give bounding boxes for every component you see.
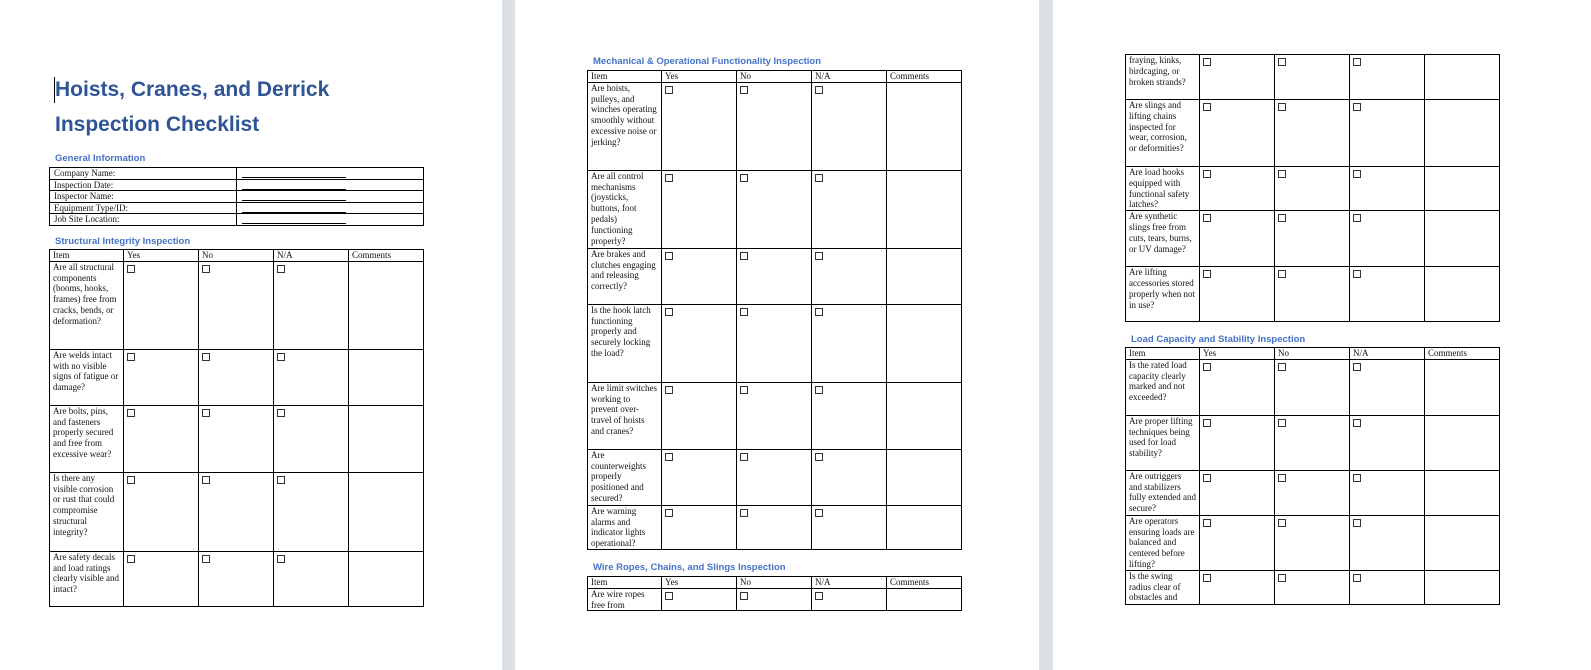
- checklist-item-text: Are counterweights properly positioned and secured?: [588, 449, 662, 505]
- checkbox-yes[interactable]: [1203, 270, 1211, 278]
- checkbox-cell-na[interactable]: [812, 449, 887, 505]
- checkbox-yes[interactable]: [665, 453, 673, 461]
- column-header-item: Item: [588, 71, 662, 83]
- checklist-row: [1126, 55, 1500, 100]
- checklist-item-text: Are warning alarms and indicator lights operational?: [588, 505, 662, 549]
- checkbox-cell-no[interactable]: [1275, 167, 1350, 211]
- column-header-comments: Comments: [887, 577, 962, 589]
- column-header-comments: Comments: [349, 250, 424, 262]
- column-header-no: No: [1275, 348, 1350, 360]
- general-info-row: [50, 168, 424, 180]
- comments-cell[interactable]: [1425, 415, 1500, 470]
- general-info-label[interactable]: Job Site Location:: [50, 214, 237, 226]
- checkbox-cell-yes[interactable]: [662, 248, 737, 304]
- checklist-row: [50, 349, 424, 405]
- comments-cell[interactable]: [1425, 167, 1500, 211]
- checkbox-cell-na[interactable]: [1350, 167, 1425, 211]
- checklist-item-text: Are proper lifting techniques being used for load stability?: [1126, 415, 1200, 470]
- checklist-item-text: Are load hooks equipped with functional safety latches?: [1126, 167, 1200, 211]
- checkbox-cell-yes[interactable]: [1200, 570, 1275, 604]
- checklist-row: [588, 505, 962, 549]
- checkbox-cell-no[interactable]: [1275, 267, 1350, 322]
- checkbox-na[interactable]: [277, 409, 285, 417]
- checklist-item-text: Are welds intact with no visible signs of fatigue or damage?: [50, 349, 124, 405]
- checkbox-yes[interactable]: [127, 409, 135, 417]
- checkbox-cell-no[interactable]: [199, 551, 274, 606]
- comments-cell[interactable]: [349, 551, 424, 606]
- load-capacity-heading[interactable]: Load Capacity and Stability Inspection: [1131, 334, 1306, 345]
- checkbox-cell-na[interactable]: [1350, 359, 1425, 415]
- checkbox-na[interactable]: [815, 386, 823, 394]
- checklist-item-text: Are limit switches working to prevent over-travel of hoists and cranes?: [588, 382, 662, 449]
- general-info-blank-line[interactable]: [242, 214, 346, 224]
- checklist-item-text: Are hoists, pulleys, and winches operating smoothly without excessive noise or jerking?: [588, 82, 662, 170]
- checkbox-na[interactable]: [1353, 419, 1361, 427]
- checklist-row: [588, 248, 962, 304]
- checkbox-cell-na[interactable]: [1350, 415, 1425, 470]
- checkbox-yes[interactable]: [665, 308, 673, 316]
- checkbox-na[interactable]: [277, 265, 285, 273]
- general-info-value-cell[interactable]: [237, 202, 424, 214]
- column-header-item: Item: [50, 250, 124, 262]
- wire-ropes-table-continued: [1125, 54, 1500, 322]
- document-page-1: [0, 0, 502, 670]
- table-header-row: [588, 71, 962, 83]
- checkbox-yes[interactable]: [127, 555, 135, 563]
- general-info-label[interactable]: Inspection Date:: [50, 179, 237, 191]
- checkbox-yes[interactable]: [1203, 574, 1211, 582]
- comments-cell[interactable]: [887, 588, 962, 611]
- checkbox-cell-na[interactable]: [812, 505, 887, 549]
- document-title-line-1[interactable]: Hoists, Cranes, and Derrick: [55, 78, 330, 101]
- checkbox-cell-yes[interactable]: [1200, 515, 1275, 570]
- mechanical-functionality-heading[interactable]: Mechanical & Operational Functionality Inspection: [593, 56, 822, 67]
- checkbox-na[interactable]: [815, 86, 823, 94]
- checklist-row: [588, 82, 962, 170]
- checklist-row: [50, 261, 424, 349]
- checkbox-no[interactable]: [202, 265, 210, 273]
- checkbox-cell-yes[interactable]: [1200, 211, 1275, 267]
- checkbox-cell-na[interactable]: [1350, 570, 1425, 604]
- checkbox-yes[interactable]: [665, 174, 673, 182]
- checkbox-na[interactable]: [1353, 103, 1361, 111]
- checklist-item-text: Is the rated load capacity clearly marked and not exceeded?: [1126, 359, 1200, 415]
- checkbox-cell-no[interactable]: [737, 588, 812, 611]
- checkbox-no[interactable]: [1278, 519, 1286, 527]
- checklist-item-text: Is the hook latch functioning properly and securely locking the load?: [588, 304, 662, 382]
- checklist-item-text: Are wire ropes free from: [588, 588, 662, 611]
- checklist-row: [50, 405, 424, 472]
- general-info-row: [50, 214, 424, 226]
- checklist-row: [588, 170, 962, 248]
- checkbox-cell-no[interactable]: [1275, 359, 1350, 415]
- checkbox-na[interactable]: [815, 453, 823, 461]
- general-info-blank-line[interactable]: [242, 168, 346, 178]
- checklist-item-text: Are synthetic slings free from cuts, tears, burns, or UV damage?: [1126, 211, 1200, 267]
- checkbox-na[interactable]: [277, 555, 285, 563]
- column-header-na: N/A: [1350, 348, 1425, 360]
- checkbox-cell-yes[interactable]: [124, 349, 199, 405]
- checkbox-no[interactable]: [740, 386, 748, 394]
- checkbox-no[interactable]: [1278, 474, 1286, 482]
- checkbox-cell-no[interactable]: [737, 170, 812, 248]
- checkbox-cell-yes[interactable]: [1200, 470, 1275, 515]
- checklist-row: [1126, 470, 1500, 515]
- checkbox-na[interactable]: [815, 252, 823, 260]
- column-header-yes: Yes: [662, 577, 737, 589]
- column-header-no: No: [737, 577, 812, 589]
- column-header-na: N/A: [274, 250, 349, 262]
- checkbox-cell-yes[interactable]: [124, 551, 199, 606]
- checkbox-no[interactable]: [740, 252, 748, 260]
- checkbox-na[interactable]: [815, 308, 823, 316]
- comments-cell[interactable]: [887, 248, 962, 304]
- checkbox-yes[interactable]: [1203, 474, 1211, 482]
- checkbox-na[interactable]: [815, 509, 823, 517]
- general-info-value-cell[interactable]: [237, 191, 424, 203]
- checkbox-cell-no[interactable]: [737, 449, 812, 505]
- checkbox-cell-no[interactable]: [199, 261, 274, 349]
- document-page-3: [1053, 0, 1591, 670]
- checkbox-na[interactable]: [277, 353, 285, 361]
- checkbox-na[interactable]: [1353, 574, 1361, 582]
- general-info-label[interactable]: Inspector Name:: [50, 191, 237, 203]
- general-info-blank-line[interactable]: [242, 180, 346, 190]
- checkbox-cell-yes[interactable]: [662, 588, 737, 611]
- checkbox-na[interactable]: [815, 174, 823, 182]
- general-info-label[interactable]: Equipment Type/ID:: [50, 202, 237, 214]
- checkbox-cell-no[interactable]: [1275, 55, 1350, 100]
- checkbox-no[interactable]: [740, 453, 748, 461]
- checkbox-yes[interactable]: [127, 265, 135, 273]
- checkbox-yes[interactable]: [1203, 103, 1211, 111]
- table-header-row: [50, 250, 424, 262]
- checkbox-yes[interactable]: [1203, 58, 1211, 66]
- checkbox-cell-yes[interactable]: [662, 382, 737, 449]
- checkbox-no[interactable]: [740, 509, 748, 517]
- checkbox-cell-yes[interactable]: [662, 82, 737, 170]
- checkbox-cell-no[interactable]: [737, 304, 812, 382]
- comments-cell[interactable]: [1425, 267, 1500, 322]
- checkbox-cell-na[interactable]: [274, 405, 349, 472]
- comments-cell[interactable]: [1425, 359, 1500, 415]
- checkbox-na[interactable]: [1353, 519, 1361, 527]
- checkbox-cell-yes[interactable]: [1200, 359, 1275, 415]
- checkbox-na[interactable]: [815, 592, 823, 600]
- comments-cell[interactable]: [1425, 100, 1500, 167]
- comments-cell[interactable]: [1425, 515, 1500, 570]
- checklist-row: [50, 472, 424, 551]
- mechanical-functionality-table: [587, 70, 962, 550]
- comments-cell[interactable]: [349, 472, 424, 551]
- checklist-row: [1126, 359, 1500, 415]
- checkbox-no[interactable]: [1278, 170, 1286, 178]
- column-header-no: No: [199, 250, 274, 262]
- checkbox-cell-yes[interactable]: [1200, 167, 1275, 211]
- structural-integrity-heading[interactable]: Structural Integrity Inspection: [55, 236, 191, 247]
- checklist-row: [1126, 167, 1500, 211]
- wire-ropes-heading[interactable]: Wire Ropes, Chains, and Slings Inspection: [593, 562, 786, 573]
- checkbox-yes[interactable]: [665, 592, 673, 600]
- checklist-item-text: Are safety decals and load ratings clearly visible and intact?: [50, 551, 124, 606]
- checkbox-no[interactable]: [202, 353, 210, 361]
- checkbox-yes[interactable]: [127, 353, 135, 361]
- general-info-row: [50, 202, 424, 214]
- checkbox-no[interactable]: [202, 476, 210, 484]
- checkbox-na[interactable]: [1353, 474, 1361, 482]
- checkbox-cell-yes[interactable]: [124, 261, 199, 349]
- checkbox-cell-na[interactable]: [812, 304, 887, 382]
- checkbox-cell-no[interactable]: [737, 82, 812, 170]
- comments-cell[interactable]: [1425, 470, 1500, 515]
- wire-ropes-table: [587, 576, 962, 611]
- table-header-row: [588, 577, 962, 589]
- checkbox-no[interactable]: [202, 555, 210, 563]
- checklist-row: [588, 382, 962, 449]
- checkbox-yes[interactable]: [1203, 170, 1211, 178]
- checkbox-cell-yes[interactable]: [662, 170, 737, 248]
- checkbox-no[interactable]: [740, 592, 748, 600]
- checkbox-no[interactable]: [1278, 363, 1286, 371]
- checklist-item-text: Are brakes and clutches engaging and releasing correctly?: [588, 248, 662, 304]
- general-info-value-cell[interactable]: [237, 179, 424, 191]
- checkbox-yes[interactable]: [665, 86, 673, 94]
- checkbox-cell-no[interactable]: [199, 405, 274, 472]
- checkbox-cell-no[interactable]: [737, 382, 812, 449]
- column-header-comments: Comments: [1425, 348, 1500, 360]
- checkbox-cell-na[interactable]: [1350, 267, 1425, 322]
- checkbox-na[interactable]: [1353, 214, 1361, 222]
- checklist-item-text: Are lifting accessories stored properly when not in use?: [1126, 267, 1200, 322]
- checkbox-na[interactable]: [1353, 170, 1361, 178]
- checkbox-cell-na[interactable]: [274, 349, 349, 405]
- checkbox-cell-no[interactable]: [1275, 211, 1350, 267]
- column-header-item: Item: [588, 577, 662, 589]
- checkbox-cell-yes[interactable]: [124, 472, 199, 551]
- checkbox-cell-no[interactable]: [1275, 415, 1350, 470]
- table-header-row: [1126, 348, 1500, 360]
- checkbox-cell-na[interactable]: [812, 382, 887, 449]
- checklist-row: [588, 588, 962, 611]
- checkbox-no[interactable]: [202, 409, 210, 417]
- column-header-no: No: [737, 71, 812, 83]
- checklist-row: [588, 304, 962, 382]
- checklist-item-text: Are bolts, pins, and fasteners properly secured and free from excessive wear?: [50, 405, 124, 472]
- general-information-heading[interactable]: General Information: [55, 153, 146, 164]
- checkbox-yes[interactable]: [665, 509, 673, 517]
- checkbox-cell-yes[interactable]: [1200, 267, 1275, 322]
- column-header-yes: Yes: [662, 71, 737, 83]
- checkbox-yes[interactable]: [665, 252, 673, 260]
- general-info-row: [50, 191, 424, 203]
- general-info-blank-line[interactable]: [242, 191, 346, 201]
- general-info-value-cell[interactable]: [237, 214, 424, 226]
- checkbox-no[interactable]: [1278, 270, 1286, 278]
- checkbox-yes[interactable]: [1203, 519, 1211, 527]
- checkbox-na[interactable]: [1353, 58, 1361, 66]
- checklist-item-text: Are slings and lifting chains inspected for wear, corrosion, or deformities?: [1126, 100, 1200, 167]
- checkbox-cell-na[interactable]: [812, 82, 887, 170]
- checkbox-cell-na[interactable]: [274, 551, 349, 606]
- checklist-item-text: Is there any visible corrosion or rust that could compromise structural integrity?: [50, 472, 124, 551]
- checkbox-cell-na[interactable]: [1350, 515, 1425, 570]
- checklist-item-text: Are all control mechanisms (joysticks, buttons, foot pedals) functioning properly?: [588, 170, 662, 248]
- document-title-line-2[interactable]: Inspection Checklist: [55, 113, 260, 136]
- checkbox-cell-no[interactable]: [1275, 100, 1350, 167]
- checkbox-no[interactable]: [1278, 103, 1286, 111]
- checklist-row: [588, 449, 962, 505]
- checkbox-cell-na[interactable]: [1350, 211, 1425, 267]
- comments-cell[interactable]: [887, 505, 962, 549]
- general-info-blank-line[interactable]: [242, 203, 346, 213]
- checklist-row: [1126, 515, 1500, 570]
- comments-cell[interactable]: [349, 261, 424, 349]
- checklist-row: [1126, 415, 1500, 470]
- checklist-item-text: fraying, kinks, birdcaging, or broken strands?: [1126, 55, 1200, 100]
- checkbox-yes[interactable]: [665, 386, 673, 394]
- general-information-table: [49, 167, 424, 226]
- checkbox-cell-na[interactable]: [812, 248, 887, 304]
- checklist-row: [1126, 211, 1500, 267]
- checkbox-yes[interactable]: [127, 476, 135, 484]
- comments-cell[interactable]: [887, 449, 962, 505]
- checklist-item-text: Is the swing radius clear of obstacles and: [1126, 570, 1200, 604]
- checkbox-na[interactable]: [1353, 270, 1361, 278]
- checkbox-cell-no[interactable]: [199, 472, 274, 551]
- comments-cell[interactable]: [887, 170, 962, 248]
- checkbox-cell-no[interactable]: [1275, 515, 1350, 570]
- comments-cell[interactable]: [887, 382, 962, 449]
- checkbox-cell-no[interactable]: [199, 349, 274, 405]
- column-header-na: N/A: [812, 577, 887, 589]
- checkbox-cell-na[interactable]: [1350, 100, 1425, 167]
- checklist-row: [1126, 570, 1500, 604]
- checkbox-yes[interactable]: [1203, 419, 1211, 427]
- checklist-row: [1126, 100, 1500, 167]
- comments-cell[interactable]: [349, 405, 424, 472]
- checkbox-cell-yes[interactable]: [662, 304, 737, 382]
- column-header-item: Item: [1126, 348, 1200, 360]
- checklist-row: [50, 551, 424, 606]
- comments-cell[interactable]: [349, 349, 424, 405]
- checkbox-cell-yes[interactable]: [662, 505, 737, 549]
- checkbox-cell-no[interactable]: [1275, 470, 1350, 515]
- checkbox-yes[interactable]: [1203, 214, 1211, 222]
- checkbox-cell-no[interactable]: [737, 505, 812, 549]
- column-header-yes: Yes: [124, 250, 199, 262]
- document-page-2: [515, 0, 1039, 670]
- checkbox-cell-yes[interactable]: [662, 449, 737, 505]
- checkbox-cell-yes[interactable]: [1200, 415, 1275, 470]
- checkbox-cell-na[interactable]: [1350, 55, 1425, 100]
- comments-cell[interactable]: [1425, 55, 1500, 100]
- checklist-item-text: Are outriggers and stabilizers fully extended and secure?: [1126, 470, 1200, 515]
- checkbox-cell-na[interactable]: [812, 170, 887, 248]
- checkbox-no[interactable]: [740, 174, 748, 182]
- general-info-value-cell[interactable]: [237, 168, 424, 180]
- column-header-na: N/A: [812, 71, 887, 83]
- checkbox-no[interactable]: [740, 308, 748, 316]
- checkbox-no[interactable]: [740, 86, 748, 94]
- checkbox-cell-na[interactable]: [1350, 470, 1425, 515]
- checkbox-cell-yes[interactable]: [1200, 100, 1275, 167]
- checkbox-cell-no[interactable]: [737, 248, 812, 304]
- general-info-row: [50, 179, 424, 191]
- checkbox-na[interactable]: [277, 476, 285, 484]
- checkbox-na[interactable]: [1353, 363, 1361, 371]
- checkbox-no[interactable]: [1278, 214, 1286, 222]
- checkbox-cell-yes[interactable]: [124, 405, 199, 472]
- structural-integrity-table: [49, 249, 424, 607]
- checkbox-cell-na[interactable]: [274, 472, 349, 551]
- checklist-item-text: Are all structural components (booms, hooks, frames) free from cracks, bends, or deformation?: [50, 261, 124, 349]
- checkbox-no[interactable]: [1278, 58, 1286, 66]
- checkbox-cell-na[interactable]: [274, 261, 349, 349]
- load-capacity-table: [1125, 347, 1500, 605]
- checkbox-no[interactable]: [1278, 419, 1286, 427]
- comments-cell[interactable]: [1425, 570, 1500, 604]
- checkbox-cell-na[interactable]: [812, 588, 887, 611]
- column-header-comments: Comments: [887, 71, 962, 83]
- comments-cell[interactable]: [887, 82, 962, 170]
- checkbox-cell-no[interactable]: [1275, 570, 1350, 604]
- checkbox-no[interactable]: [1278, 574, 1286, 582]
- comments-cell[interactable]: [887, 304, 962, 382]
- checklist-row: [1126, 267, 1500, 322]
- column-header-yes: Yes: [1200, 348, 1275, 360]
- general-info-label[interactable]: Company Name:: [50, 168, 237, 180]
- checkbox-yes[interactable]: [1203, 363, 1211, 371]
- checkbox-cell-yes[interactable]: [1200, 55, 1275, 100]
- comments-cell[interactable]: [1425, 211, 1500, 267]
- checklist-item-text: Are operators ensuring loads are balanced and centered before lifting?: [1126, 515, 1200, 570]
